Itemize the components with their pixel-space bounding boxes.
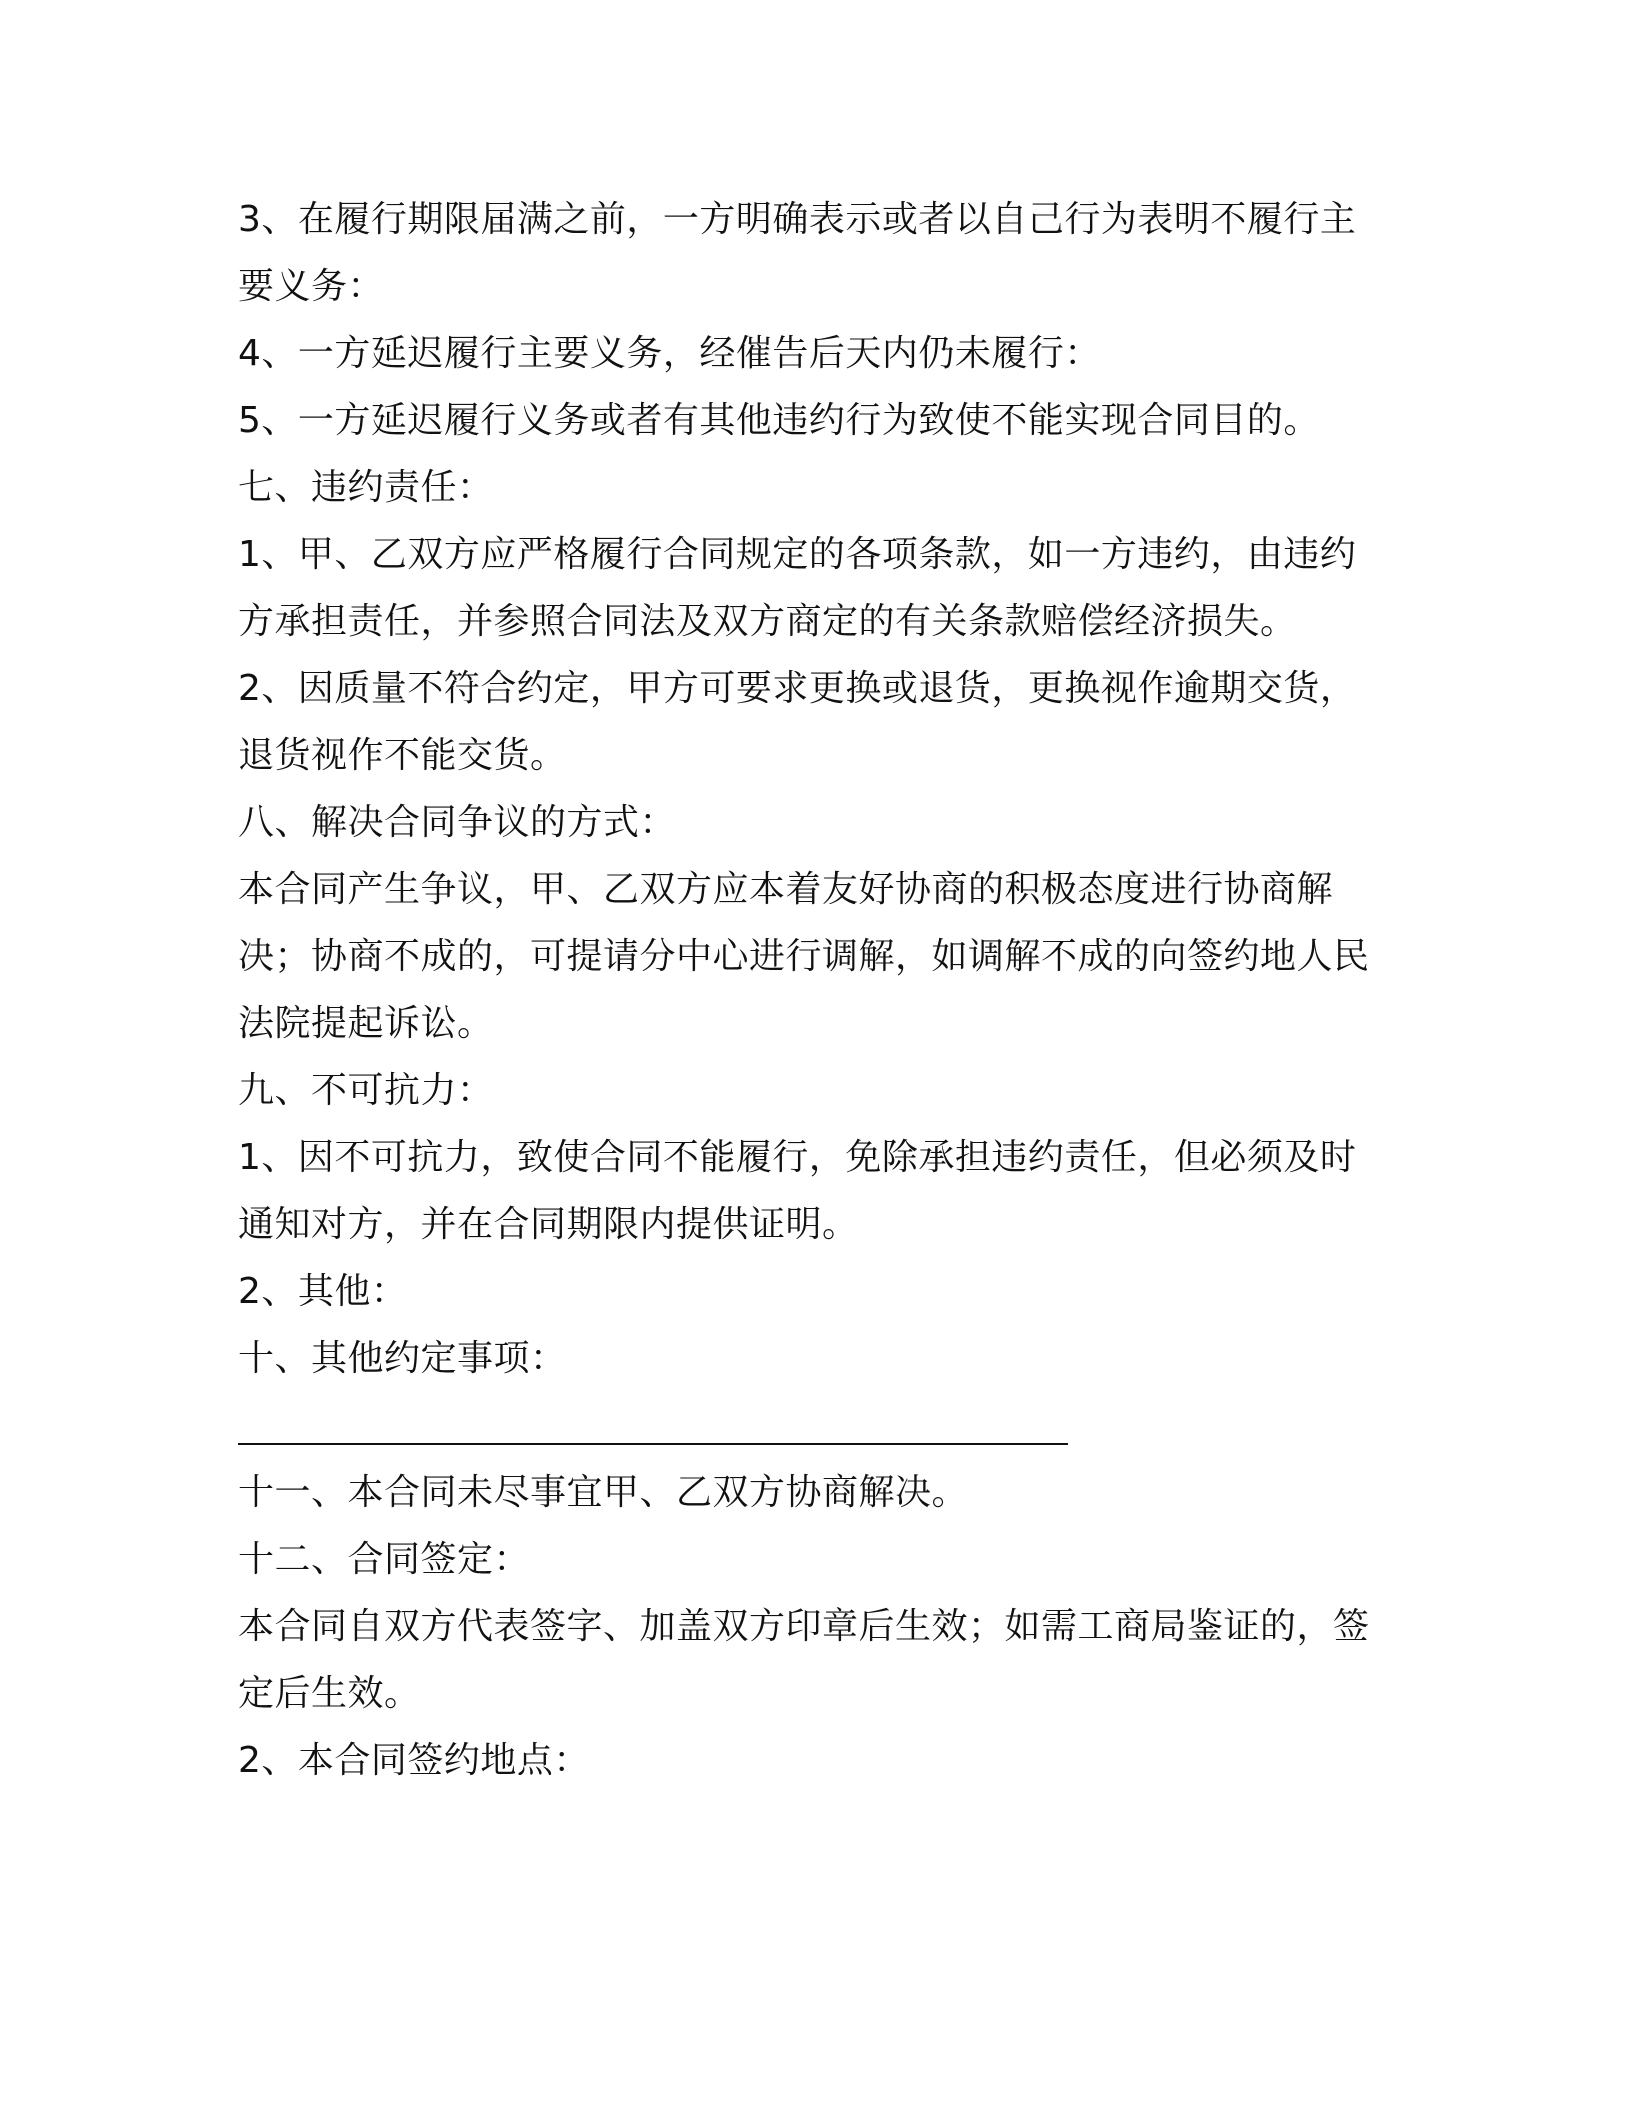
clause-9-1: 1、因不可抗力，致使合同不能履行，免除承担违约责任，但必须及时通知对方，并在合同期限内提供证明。 (238, 1137, 1357, 1245)
section-heading-8: 八、解决合同争议的方式： (238, 802, 677, 843)
section-heading-10: 十、其他约定事项： (238, 1338, 567, 1379)
clause-8-body: 本合同产生争议，甲、乙双方应本着友好协商的积极态度进行协商解决；协商不成的，可提请分中心进行调解，如调解不成的向签约地人民法院提起诉讼。 (238, 869, 1370, 1044)
section-heading-11: 十一、本合同未尽事宜甲、乙双方协商解决。 (238, 1472, 969, 1513)
clause-6-3: 3、在履行期限届满之前，一方明确表示或者以自己行为表明不履行主要义务： (238, 199, 1357, 307)
clause-6-4: 4、一方延迟履行主要义务，经催告后天内仍未履行： (238, 333, 1101, 374)
clause-12-2: 2、本合同签约地点： (238, 1740, 590, 1781)
clause-9-2: 2、其他： (238, 1271, 408, 1312)
clause-7-1: 1、甲、乙双方应严格履行合同规定的各项条款，如一方违约，由违约方承担责任，并参照合同法及双方商定的有关条款赔偿经济损失。 (238, 534, 1357, 642)
clause-7-2: 2、因质量不符合约定，甲方可要求更换或退货，更换视作逾期交货，退货视作不能交货。 (238, 668, 1357, 776)
clause-12-body: 本合同自双方代表签字、加盖双方印章后生效；如需工商局鉴证的，签定后生效。 (238, 1606, 1370, 1714)
section-heading-7: 七、违约责任： (238, 467, 494, 508)
document-body (238, 186, 1388, 1794)
fill-in-blank-line (238, 1392, 1388, 1459)
section-heading-9: 九、不可抗力： (238, 1070, 494, 1111)
clause-6-5: 5、一方延迟履行义务或者有其他违约行为致使不能实现合同目的。 (238, 400, 1320, 441)
section-heading-12: 十二、合同签定： (238, 1539, 531, 1580)
underline-rule (238, 1443, 1068, 1445)
